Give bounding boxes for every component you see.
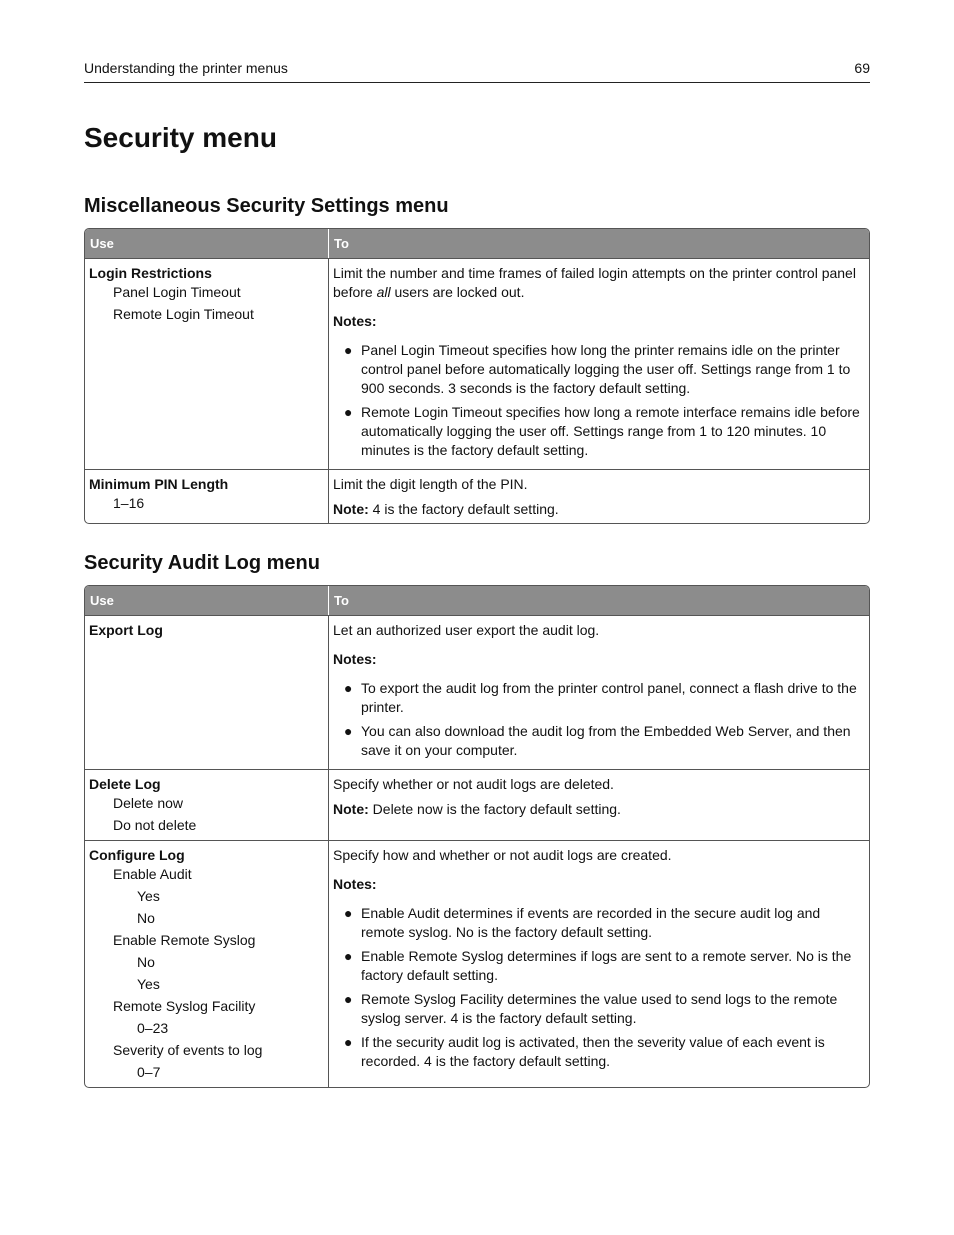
audit-section-heading: Security Audit Log menu (84, 552, 320, 574)
use-cell (85, 840, 329, 1087)
menu-value: No (137, 910, 155, 926)
column-header-to: To (329, 586, 869, 615)
menu-item-name: Login Restrictions (89, 265, 212, 281)
misc-security-table (84, 228, 870, 524)
notes-label: Notes: (333, 313, 377, 329)
menu-value: 0–7 (137, 1064, 161, 1080)
menu-option: 1–16 (113, 495, 145, 511)
menu-value: Yes (137, 888, 160, 904)
bullet-icon: ● (344, 680, 353, 696)
notes-label: Notes: (333, 876, 377, 892)
list-item: ● You can also download the audit log from the Embedded Web Server, and then save it on your computer. (344, 723, 851, 758)
use-cell (85, 769, 329, 840)
menu-option: Remote Login Timeout (113, 306, 254, 322)
note: Note: Delete now is the factory default setting. (333, 801, 621, 817)
table-header-row (85, 229, 869, 258)
list-item: ● Remote Login Timeout specifies how long a remote interface remains idle before automatically logging the user off. Settings range from 1 to 120 minutes. 10 minutes is the factory default setting. (344, 404, 860, 458)
menu-option: Remote Syslog Facility (113, 998, 256, 1014)
table-row (85, 769, 869, 840)
column-header-use: Use (85, 586, 329, 615)
list-item: ● Remote Syslog Facility determines the value used to send logs to the remote syslog server. 4 is the factory default setting. (344, 991, 838, 1026)
running-header-title: Understanding the printer menus (84, 60, 288, 76)
menu-value: Yes (137, 976, 160, 992)
description: Limit the number and time frames of failed login attempts on the printer control panel before all users are locked out. (333, 265, 856, 300)
audit-log-table (84, 585, 870, 1088)
column-header-to: To (329, 229, 869, 258)
list-item: ● To export the audit log from the printer control panel, connect a flash drive to the printer. (344, 680, 857, 715)
use-cell (85, 615, 329, 769)
list-item: ● Enable Audit determines if events are recorded in the secure audit log and remote syslog. No is the factory default setting. (344, 905, 821, 940)
menu-item-name: Delete Log (89, 776, 161, 792)
bullet-icon: ● (344, 723, 353, 739)
table-row (85, 840, 869, 1087)
menu-option: Do not delete (113, 817, 197, 833)
bullet-icon: ● (344, 991, 353, 1007)
notes-list (333, 904, 864, 1071)
description: Limit the digit length of the PIN. (333, 476, 528, 492)
menu-option: Delete now (113, 795, 184, 811)
running-header (84, 60, 870, 83)
notes-label: Notes: (333, 651, 377, 667)
bullet-icon: ● (344, 404, 353, 420)
menu-item-name: Minimum PIN Length (89, 476, 229, 492)
description: Let an authorized user export the audit log. (333, 622, 600, 638)
table-row (85, 615, 869, 769)
use-cell (85, 258, 329, 469)
menu-option: Enable Remote Syslog (113, 932, 256, 948)
to-cell (329, 258, 869, 469)
menu-value: 0–23 (137, 1020, 169, 1036)
menu-option: Enable Audit (113, 866, 192, 882)
table-header-row (85, 586, 869, 615)
bullet-icon: ● (344, 1034, 353, 1050)
table-row (85, 258, 869, 469)
to-cell (329, 769, 869, 840)
menu-item-name: Configure Log (89, 847, 185, 863)
bullet-icon: ● (344, 948, 353, 964)
note: Note: 4 is the factory default setting. (333, 501, 559, 517)
to-cell (329, 615, 869, 769)
to-cell (329, 469, 869, 523)
menu-option: Panel Login Timeout (113, 284, 241, 300)
page-title: Security menu (84, 122, 277, 153)
description: Specify how and whether or not audit logs are created. (333, 847, 672, 863)
bullet-icon: ● (344, 342, 353, 358)
list-item: ● Enable Remote Syslog determines if logs are sent to a remote server. No is the factory default setting. (344, 948, 852, 983)
list-item: ● If the security audit log is activated, then the severity value of each event is recorded. 4 is the factory default setting. (344, 1034, 825, 1069)
menu-value: No (137, 954, 155, 970)
notes-list (333, 341, 864, 460)
page-number: 69 (854, 60, 870, 76)
column-header-use: Use (85, 229, 329, 258)
menu-option: Severity of events to log (113, 1042, 263, 1058)
description: Specify whether or not audit logs are deleted. (333, 776, 614, 792)
list-item: ● Panel Login Timeout specifies how long the printer remains idle on the printer control panel before automatically logging the user off. Settings range from 1 to 900 seconds. 3 seconds is the factory default setting. (344, 342, 851, 396)
menu-item-name: Export Log (89, 622, 163, 638)
notes-list (333, 679, 864, 760)
use-cell (85, 469, 329, 523)
table-row (85, 469, 869, 523)
to-cell (329, 840, 869, 1087)
bullet-icon: ● (344, 905, 353, 921)
misc-section-heading: Miscellaneous Security Settings menu (84, 195, 449, 217)
